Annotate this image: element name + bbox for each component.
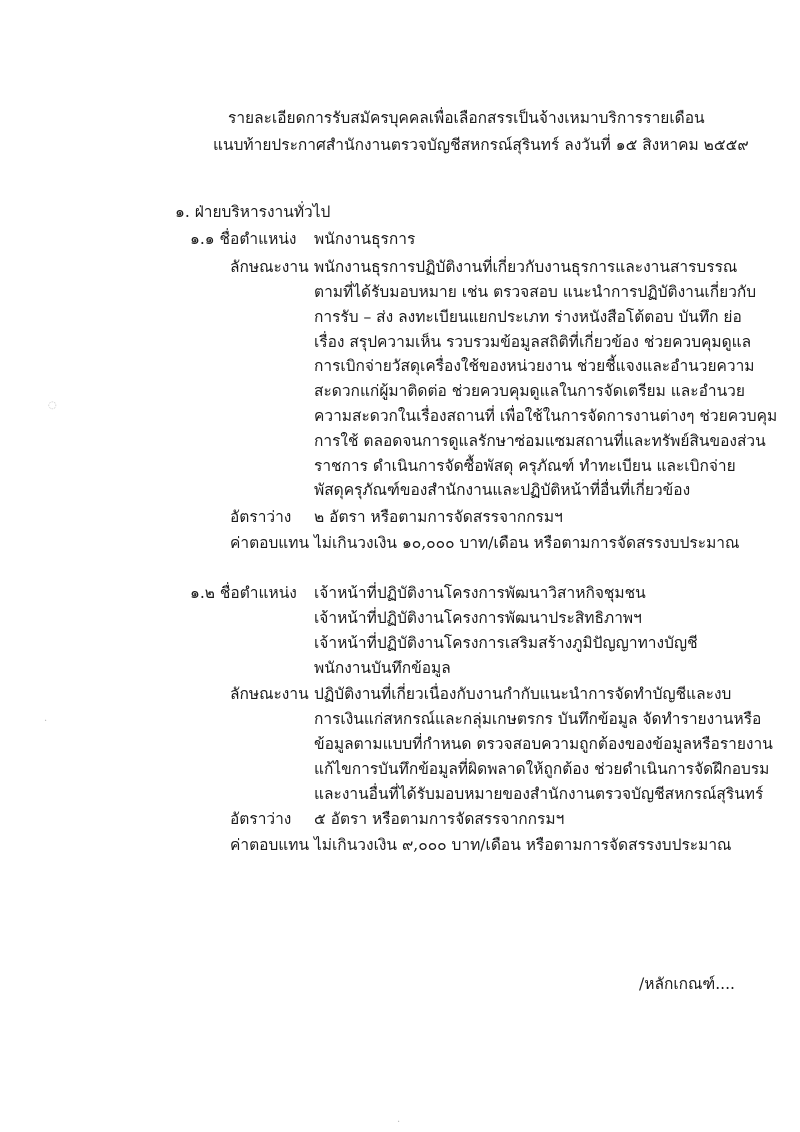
item1-duties-label: ลักษณะงาน bbox=[230, 258, 309, 276]
item2-vacancy-value: ๕ อัตรา หรือตามการจัดสรรจากกรมฯ bbox=[314, 810, 565, 828]
item1-pay-label: ค่าตอบแทน bbox=[230, 534, 310, 552]
item2-duties-line: แก้ไขการบันทึกข้อมูลที่ผิดพลาดให้ถูกต้อง ช่วยดำเนินการจัดฝึกอบรม bbox=[314, 760, 770, 778]
scan-speck: · bbox=[397, 1117, 401, 1128]
item2-duties-label: ลักษณะงาน bbox=[230, 685, 309, 703]
document-title-line-2: แนบท้ายประกาศสำนักงานตรวจบัญชีสหกรณ์สุรินทร์ ลงวันที่ ๑๕ สิงหาคม ๒๕๕๙ bbox=[213, 136, 749, 154]
item1-duties-line: ความสะดวกในเรื่องสถานที่ เพื่อใช้ในการจัดการงานต่างๆ ช่วยควบคุม bbox=[314, 407, 778, 425]
section-heading: ๑. ฝ่ายบริหารงานทั่วไป bbox=[175, 203, 331, 221]
scan-speck: · bbox=[44, 716, 48, 727]
item2-position-line: เจ้าหน้าที่ปฏิบัติงานโครงการพัฒนาประสิทธิภาพฯ bbox=[314, 609, 642, 627]
item1-duties-line: พัสดุครุภัณฑ์ของสำนักงานและปฏิบัติหน้าที่อื่นที่เกี่ยวข้อง bbox=[314, 481, 691, 499]
item1-duties-line: พนักงานธุรการปฏิบัติงานที่เกี่ยวกับงานธุรการและงานสารบรรณ bbox=[314, 258, 738, 276]
item2-pay-value: ไม่เกินวงเงิน ๙,๐๐๐ บาท/เดือน หรือตามการจัดสรรงบประมาณ bbox=[314, 836, 732, 854]
document-title-line-1: รายละเอียดการรับสมัครบุคคลเพื่อเลือกสรรเป็นจ้างเหมาบริการรายเดือน bbox=[228, 109, 705, 127]
scan-speck: ◌ bbox=[48, 400, 57, 411]
item1-position-label: ๑.๑ ชื่อตำแหน่ง bbox=[190, 230, 297, 248]
item1-duties-line: ตามที่ได้รับมอบหมาย เช่น ตรวจสอบ แนะนำการปฏิบัติงานเกี่ยวกับ bbox=[314, 283, 757, 301]
item1-duties-line: การใช้ ตลอดจนการดูแลรักษาซ่อมแซมสถานที่และทรัพย์สินของส่วน bbox=[314, 432, 766, 450]
item1-position-value: พนักงานธุรการ bbox=[314, 230, 416, 248]
item1-duties-line: เรื่อง สรุปความเห็น รวบรวมข้อมูลสถิติที่เกี่ยวข้อง ช่วยควบคุมดูแล bbox=[314, 333, 752, 351]
item2-position-label: ๑.๒ ชื่อตำแหน่ง bbox=[190, 584, 297, 602]
item1-duties-line: สะดวกแก่ผู้มาติดต่อ ช่วยควบคุมดูแลในการจัดเตรียม และอำนวย bbox=[314, 382, 745, 400]
item2-duties-line: และงานอื่นที่ได้รับมอบหมายของสำนักงานตรวจบัญชีสหกรณ์สุรินทร์ bbox=[314, 785, 764, 803]
item2-duties-line: ปฏิบัติงานที่เกี่ยวเนื่องกับงานกำกับแนะนำการจัดทำบัญชีและงบ bbox=[314, 685, 732, 703]
item1-vacancy-value: ๒ อัตรา หรือตามการจัดสรรจากกรมฯ bbox=[314, 508, 563, 526]
item1-duties-line: การรับ – ส่ง ลงทะเบียนแยกประเภท ร่างหนังสือโต้ตอบ บันทึก ย่อ bbox=[314, 308, 742, 326]
item1-vacancy-label: อัตราว่าง bbox=[230, 508, 292, 526]
item1-duties-line: การเบิกจ่ายวัสดุเครื่องใช้ของหน่วยงาน ช่วยชี้แจงและอำนวยความ bbox=[314, 357, 755, 375]
item2-vacancy-label: อัตราว่าง bbox=[230, 810, 292, 828]
continuation-note: /หลักเกณฑ์.... bbox=[639, 975, 735, 993]
item1-pay-value: ไม่เกินวงเงิน ๑๐,๐๐๐ บาท/เดือน หรือตามการจัดสรรงบประมาณ bbox=[314, 534, 740, 552]
item1-duties-line: ราชการ ดำเนินการจัดซื้อพัสดุ ครุภัณฑ์ ทำทะเบียน และเบิกจ่าย bbox=[314, 457, 736, 475]
item2-duties-line: การเงินแก่สหกรณ์และกลุ่มเกษตรกร บันทึกข้อมูล จัดทำรายงานหรือ bbox=[314, 710, 762, 728]
item2-pay-label: ค่าตอบแทน bbox=[230, 836, 310, 854]
item2-position-line: พนักงานบันทึกข้อมูล bbox=[314, 659, 451, 677]
item2-position-line: เจ้าหน้าที่ปฏิบัติงานโครงการเสริมสร้างภูมิปัญญาทางบัญชี bbox=[314, 634, 698, 652]
item2-duties-line: ข้อมูลตามแบบที่กำหนด ตรวจสอบความถูกต้องของข้อมูลหรือรายงาน bbox=[314, 735, 773, 753]
item2-position-line: เจ้าหน้าที่ปฏิบัติงานโครงการพัฒนาวิสาหกิจชุมชน bbox=[314, 584, 646, 602]
